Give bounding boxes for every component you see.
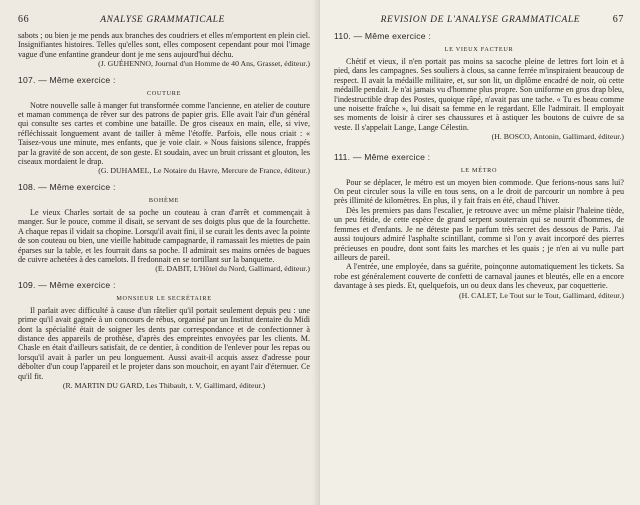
exercise-108-heading: 108. — Même exercice :	[18, 181, 116, 192]
left-running-head	[18, 14, 310, 25]
exercise-111-paragraph-2: Dès les premiers pas dans l'escalier, je retrouve avec un même plaisir l'haleine tiède, un peu fétide, de cette espèce de grand serpent souterrain qui se nourrit d'hommes, de femmes et d'enfants. Je ne déteste pas le parfum très secret des dessous de Paris. J'ai aussi toujours admiré l'asphalte scintillant, comme si l'on y avait incorporé des pierres précieuses en poudre, dont sont faits les marches et les quais ; je n'en ai vu nulle part ailleurs de pareil.	[334, 205, 624, 262]
exercise-110-heading: 110. — Même exercice :	[334, 31, 431, 41]
exercise-111-paragraph-3: A l'entrée, une employée, dans sa guérite, poinçonne automatiquement les tickets. Sa robe est généralement couverte de confetti de carnaval jaunes et bleutés, elle en a encore davantage à ses pieds. Et, quelquefois, un ou deux dans les cheveux, par coquetterie.	[334, 262, 624, 291]
exercise-110-title: LE VIEUX FACTEUR	[444, 46, 514, 53]
exercise-108-source: (E. DABIT, L'Hôtel du Nord, Gallimard, éditeur.)	[155, 264, 310, 274]
left-page-number: 66	[18, 14, 30, 25]
exercise-107-source: (G. DUHAMEL, Le Notaire du Havre, Mercure de France, éditeur.)	[98, 166, 310, 176]
exercise-107-title: COUTURE	[146, 89, 182, 97]
exercise-109-source: (R. MARTIN DU GARD, Les Thibault, t. V, Gallimard, éditeur.)	[62, 380, 266, 390]
exercise-111-paragraph-1: Pour se déplacer, le métro est un moyen bien commode. Que ferions-nous sans lui? On peut circuler sous la ville en tous sens, on a le droit de parcourir un nombre à peu près illimité de kilomètres. En plus, il y fait frais en été, chaud l'hiver.	[334, 177, 624, 206]
left-running-title: ANALYSE GRAMMATICALE	[100, 15, 225, 25]
exercise-110-source: (H. BOSCO, Antonin, Gallimard, éditeur.)	[491, 132, 624, 142]
exercise-111-source: (H. CALET, Le Tout sur le Tout, Gallimard, éditeur.)	[459, 290, 624, 300]
right-running-title: REVISION DE L'ANALYSE GRAMMATICALE	[380, 15, 581, 25]
exercise-108-title: BOHÈME	[148, 196, 180, 204]
exercise-111-heading: 111. — Même exercice :	[334, 151, 431, 162]
exercise-109-text: Il parlait avec difficulté à cause d'un râtelier qu'il portait seulement depuis peu : une prime qu'il avait gagnée à un concours de rébus, organisé par un Institut dentaire du Midi dont la spécialité était de soigner les dents par correspondance et de confectionner à distance des appareils de prothèse, d'après des empreintes envoyées par les clients. M. Chasle en était d'ailleurs satisfait, de ce dentier, à condition de l'enlever pour les repas ou lorsqu'il avait à parler un peu longuement. Aussi avait-il acquis assez d'adresse pour débolter d'un coup l'appareil et le projeter dans son mouchoir, en ayant l'air d'éternuer. Ce qu'il fit.	[18, 305, 310, 381]
exercise-109-heading: 109. — Même exercice :	[18, 279, 116, 290]
exercise-107-text: Notre nouvelle salle à manger fut transformée comme l'ancienne, en atelier de couture et maman commença de rêver sur des patrons de papier gris. Elle avait l'air d'un général qui consulte ses cartes et combine une bataille. De gros ciseaux en main, elle, si vive, réfléchissait longuement avant de tailler à même l'étoffe. Parfois, elle nous criait : « Taisez-vous une minute, mes enfants, que je voie clair. » Nous faisions silence, frappés par la gravité de son accent, de son geste. Et soudain, avec un bruit crissant et glouton, les ciseaux mordaient le drap.	[18, 100, 310, 167]
exercise-111-title: LE MÉTRO	[460, 166, 498, 174]
right-running-head	[334, 14, 624, 25]
right-page-number: 67	[612, 14, 624, 25]
exercise-109-title: MONSIEUR LE SECRÉTAIRE	[116, 294, 212, 302]
right-page	[320, 0, 640, 505]
intro-paragraph: sabots ; ou bien je me pends aux branches des coudriers et elles m'emportent en plein ciel. Insignifiantes histoires. Telles qu'elles sont, elles composent cependant pour moi l'image vague d'une enfantine grandeur dont je me sens aujourd'hui déchu.	[18, 31, 310, 59]
exercise-107-heading: 107. — Même exercice :	[18, 74, 116, 85]
exercise-110-text: Chétif et vieux, il n'en portait pas moins sa sacoche pleine de lettres fort loin et à pied, dans les campagnes. Ses souliers à clous, sa canne ferrée m'inspiraient beaucoup de respect. Il avait la médaille militaire, et, sur son lit, un diplôme encadré de noir, où cette médaille pendait. Je n'ai jamais vu d'homme plus propre. Son uniforme en gros drap bleu, l'indestructible drap des Postes, quoique râpé, n'avait pas une tache. « Tu es beau comme une noisette fraîche », lui disait sa femme en le regardant. Elle l'admirait. Il employait ses moments de loisir à cirer ses chaussures et à astiquer les boutons de cuivre de sa veste. Il s'appelait Lange, Lange Célestin.	[334, 57, 624, 132]
exercise-108-text: Le vieux Charles sortait de sa poche un couteau à cran d'arrêt et commençait à manger. Sur le pouce, comme il disait, se servant de ses doigts plus que de la fourchette. A chaque repas il vidait sa chopine. Lorsqu'il avait fini, il se curait les dents avec la pointe de son couteau ou bien, une vieille habitude campagnarde, il ramassait les miettes de pain éparses sur la table, et les fourrait dans sa poche. Il admirait ses mains ornées de bagues de cuivre achetées à des camelots. Il fredonnait en se tortillant sur la banquette.	[18, 207, 310, 264]
intro-source: (J. GUÉHENNO, Journal d'un Homme de 40 Ans, Grasset, éditeur.)	[98, 59, 310, 69]
